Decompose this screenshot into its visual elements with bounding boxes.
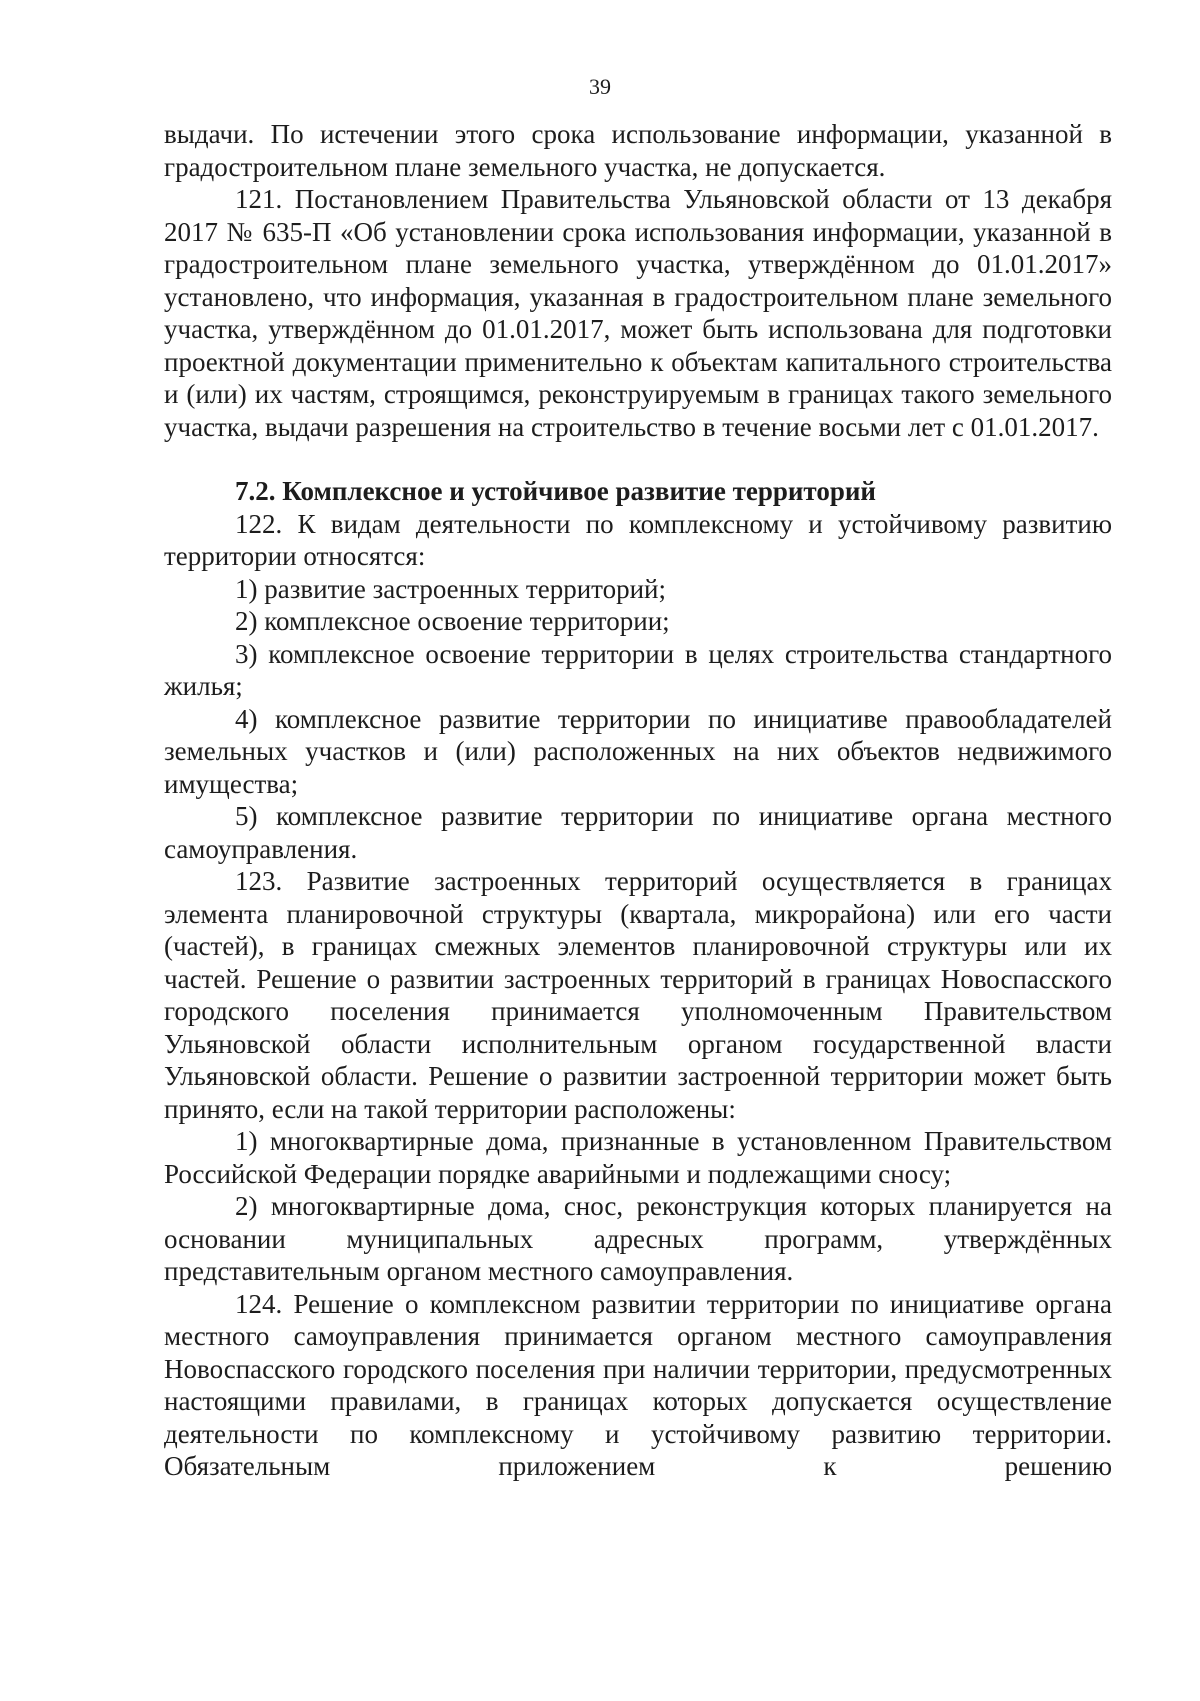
list-item-122-2: 2) комплексное освоение территории; bbox=[235, 606, 670, 636]
paragraph-124: 124. Решение о комплексном развитии территории по инициативе органа местного самоуправления принимается органом местного самоуправления Новоспасского городского поселения при наличии территории, предусмотренных настоящими правилами, в границах которых допускается осуществление деятельности по комплексному и устойчивому развитию территории. Обязательным приложением к решению bbox=[164, 1288, 1112, 1481]
document-body bbox=[164, 118, 1112, 1483]
list-item-122-5: 5) комплексное развитие территории по инициативе органа местного самоуправления. bbox=[164, 801, 1112, 864]
paragraph-121: 121. Постановлением Правительства Ульяновской области от 13 декабря 2017 № 635-П «Об установлении срока использования информации, указанной в градостроительном плане земельного участка, утверждённом до 01.01.2017» установлено, что информация, указанная в градостроительном плане земельного участка, утверждённом до 01.01.2017, может быть использована для подготовки проектной документации применительно к объектам капитального строительства и (или) их частям, строящимся, реконструируемым в границах такого земельного участка, выдачи разрешения на строительство в течение восьми лет с 01.01.2017. bbox=[164, 184, 1112, 442]
paragraph-123: 123. Развитие застроенных территорий осуществляется в границах элемента планировочной структуры (квартала, микрорайона) или его части (частей), в границах смежных элементов планировочной структуры или их частей. Решение о развитии застроенных территорий в границах Новоспасского городского поселения принимается уполномоченным Правительством Ульяновской области исполнительным органом государственной власти Ульяновской области. Решение о развитии застроенной территории может быть принято, если на такой территории расположены: bbox=[164, 866, 1112, 1124]
list-item-123-2: 2) многоквартирные дома, снос, реконструкция которых планируется на основании муниципальных адресных программ, утверждённых представительным органом местного самоуправления. bbox=[164, 1191, 1112, 1286]
list-item-122-1: 1) развитие застроенных территорий; bbox=[235, 573, 667, 604]
page-number: 39 bbox=[589, 74, 611, 99]
section-heading-7-2: 7.2. Комплексное и устойчивое развитие территорий bbox=[235, 476, 876, 506]
list-item-122-4: 4) комплексное развитие территории по инициативе правообладателей земельных участков и (или) расположенных на них объектов недвижимого имущества; bbox=[164, 703, 1112, 799]
paragraph-continuation: выдачи. По истечении этого срока использование информации, указанной в градостроительном плане земельного участка, не допускается. bbox=[164, 119, 1112, 182]
paragraph-122: 122. К видам деятельности по комплексному и устойчивому развитию территории относятся: bbox=[164, 508, 1112, 571]
list-item-123-1: 1) многоквартирные дома, признанные в установленном Правительством Российской Федерации порядке аварийными и подлежащими сносу; bbox=[164, 1126, 1112, 1189]
list-item-122-3: 3) комплексное освоение территории в целях строительства стандартного жилья; bbox=[164, 638, 1112, 701]
